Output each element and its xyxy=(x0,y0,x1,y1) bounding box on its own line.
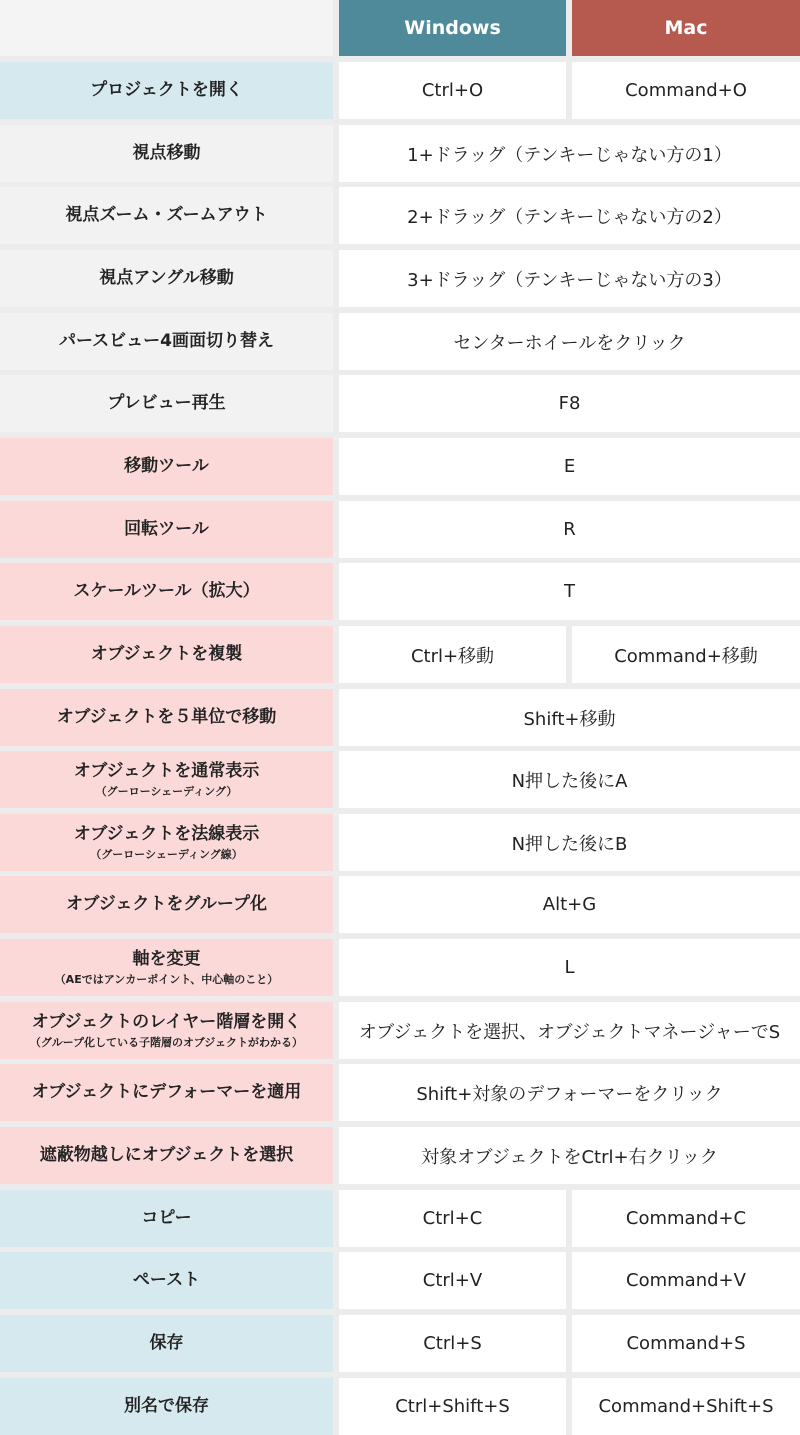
row-label-text: ペースト xyxy=(132,1269,201,1290)
row-label-text: スケールツール（拡大） xyxy=(73,580,260,601)
row-label-text: コピー xyxy=(141,1207,192,1228)
table-row-label xyxy=(0,563,333,620)
shortcut-cell-shared: L xyxy=(339,939,800,996)
row-label-text: オブジェクトのレイヤー階層を開く xyxy=(31,1011,302,1032)
shortcut-cell-mac: Command+移動 xyxy=(572,626,800,683)
shortcut-cell-shared: N押した後にB xyxy=(339,814,800,871)
shortcut-cell-mac: Command+Shift+S xyxy=(572,1378,800,1435)
shortcut-cell-shared: オブジェクトを選択、オブジェクトマネージャーでS xyxy=(339,1002,800,1059)
row-label-text: オブジェクトにデフォーマーを適用 xyxy=(31,1081,302,1102)
row-label-note: （グループ化している子階層のオブジェクトがわかる） xyxy=(29,1035,304,1049)
row-label-text: オブジェクトをグループ化 xyxy=(65,893,268,914)
shortcut-cell-windows: Ctrl+S xyxy=(339,1315,566,1372)
header-windows xyxy=(339,0,566,56)
shortcut-cell-shared: センターホイールをクリック xyxy=(339,313,800,370)
row-label-text: 回転ツール xyxy=(124,518,209,539)
row-label-note: （グーローシェーディング） xyxy=(95,784,238,798)
table-row-label xyxy=(0,1127,333,1184)
header-mac-label: Mac xyxy=(664,17,708,39)
table-row-label xyxy=(0,438,333,495)
row-label-text: 視点移動 xyxy=(132,142,201,163)
shortcut-cell-windows: Ctrl+V xyxy=(339,1252,566,1309)
table-row-label xyxy=(0,250,333,307)
shortcut-cell-shared: R xyxy=(339,501,800,558)
shortcut-cell-shared: T xyxy=(339,563,800,620)
row-label-text: オブジェクトを法線表示 xyxy=(73,823,260,844)
row-label-text: 視点アングル移動 xyxy=(99,267,234,288)
row-label-text: 視点ズーム・ズームアウト xyxy=(65,204,268,225)
row-label-text: 軸を変更 xyxy=(132,948,201,969)
table-row-label xyxy=(0,187,333,244)
table-row-label xyxy=(0,501,333,558)
shortcut-cell-mac: Command+O xyxy=(572,62,800,119)
shortcut-cell-shared: Shift+移動 xyxy=(339,689,800,746)
shortcut-cell-mac: Command+C xyxy=(572,1190,800,1247)
row-label-text: 保存 xyxy=(149,1332,184,1353)
header-mac xyxy=(572,0,800,56)
row-label-text: パースビュー4画面切り替え xyxy=(59,330,274,351)
row-label-note: （グーローシェーディング線） xyxy=(90,847,243,861)
shortcut-cell-shared: E xyxy=(339,438,800,495)
shortcut-cell-shared: Alt+G xyxy=(339,876,800,933)
shortcut-cell-windows: Ctrl+C xyxy=(339,1190,566,1247)
row-label-text: 遮蔽物越しにオブジェクトを選択 xyxy=(39,1144,294,1165)
shortcut-cell-shared: 1+ドラッグ（テンキーじゃない方の1） xyxy=(339,125,800,182)
shortcut-cell-shared: Shift+対象のデフォーマーをクリック xyxy=(339,1064,800,1121)
header-windows-label: Windows xyxy=(404,17,501,39)
shortcut-cell-shared: 3+ドラッグ（テンキーじゃない方の3） xyxy=(339,250,800,307)
row-label-text: 別名で保存 xyxy=(124,1395,209,1416)
shortcut-cell-windows: Ctrl+O xyxy=(339,62,566,119)
shortcut-cell-shared: 対象オブジェクトをCtrl+右クリック xyxy=(339,1127,800,1184)
shortcut-cell-windows: Ctrl+移動 xyxy=(339,626,566,683)
shortcut-cell-mac: Command+S xyxy=(572,1315,800,1372)
table-row-label xyxy=(0,62,333,119)
shortcut-cell-mac: Command+V xyxy=(572,1252,800,1309)
row-label-text: オブジェクトを５単位で移動 xyxy=(56,706,277,727)
table-row-label xyxy=(0,125,333,182)
row-label-text: プレビュー再生 xyxy=(107,392,226,413)
table-row-label xyxy=(0,1378,333,1435)
table-row-label xyxy=(0,689,333,746)
shortcut-cell-shared: F8 xyxy=(339,375,800,432)
table-row-label xyxy=(0,626,333,683)
table-row-label xyxy=(0,876,333,933)
table-row-label xyxy=(0,939,333,996)
row-label-text: 移動ツール xyxy=(124,455,209,476)
row-label-text: オブジェクトを通常表示 xyxy=(73,760,260,781)
shortcut-cell-shared: 2+ドラッグ（テンキーじゃない方の2） xyxy=(339,187,800,244)
shortcut-cell-windows: Ctrl+Shift+S xyxy=(339,1378,566,1435)
row-label-text: オブジェクトを複製 xyxy=(90,643,243,664)
table-row-label xyxy=(0,1252,333,1309)
table-row-label xyxy=(0,1064,333,1121)
table-row-label xyxy=(0,751,333,808)
table-row-label xyxy=(0,814,333,871)
table-row-label xyxy=(0,313,333,370)
row-label-text: プロジェクトを開く xyxy=(90,79,243,100)
shortcut-cell-shared: N押した後にA xyxy=(339,751,800,808)
row-label-note: （AEではアンカーポイント、中心軸のこと） xyxy=(54,972,279,986)
table-row-label xyxy=(0,1190,333,1247)
table-row-label xyxy=(0,375,333,432)
header-blank-cell xyxy=(0,0,333,56)
table-row-label xyxy=(0,1315,333,1372)
table-row-label xyxy=(0,1002,333,1059)
